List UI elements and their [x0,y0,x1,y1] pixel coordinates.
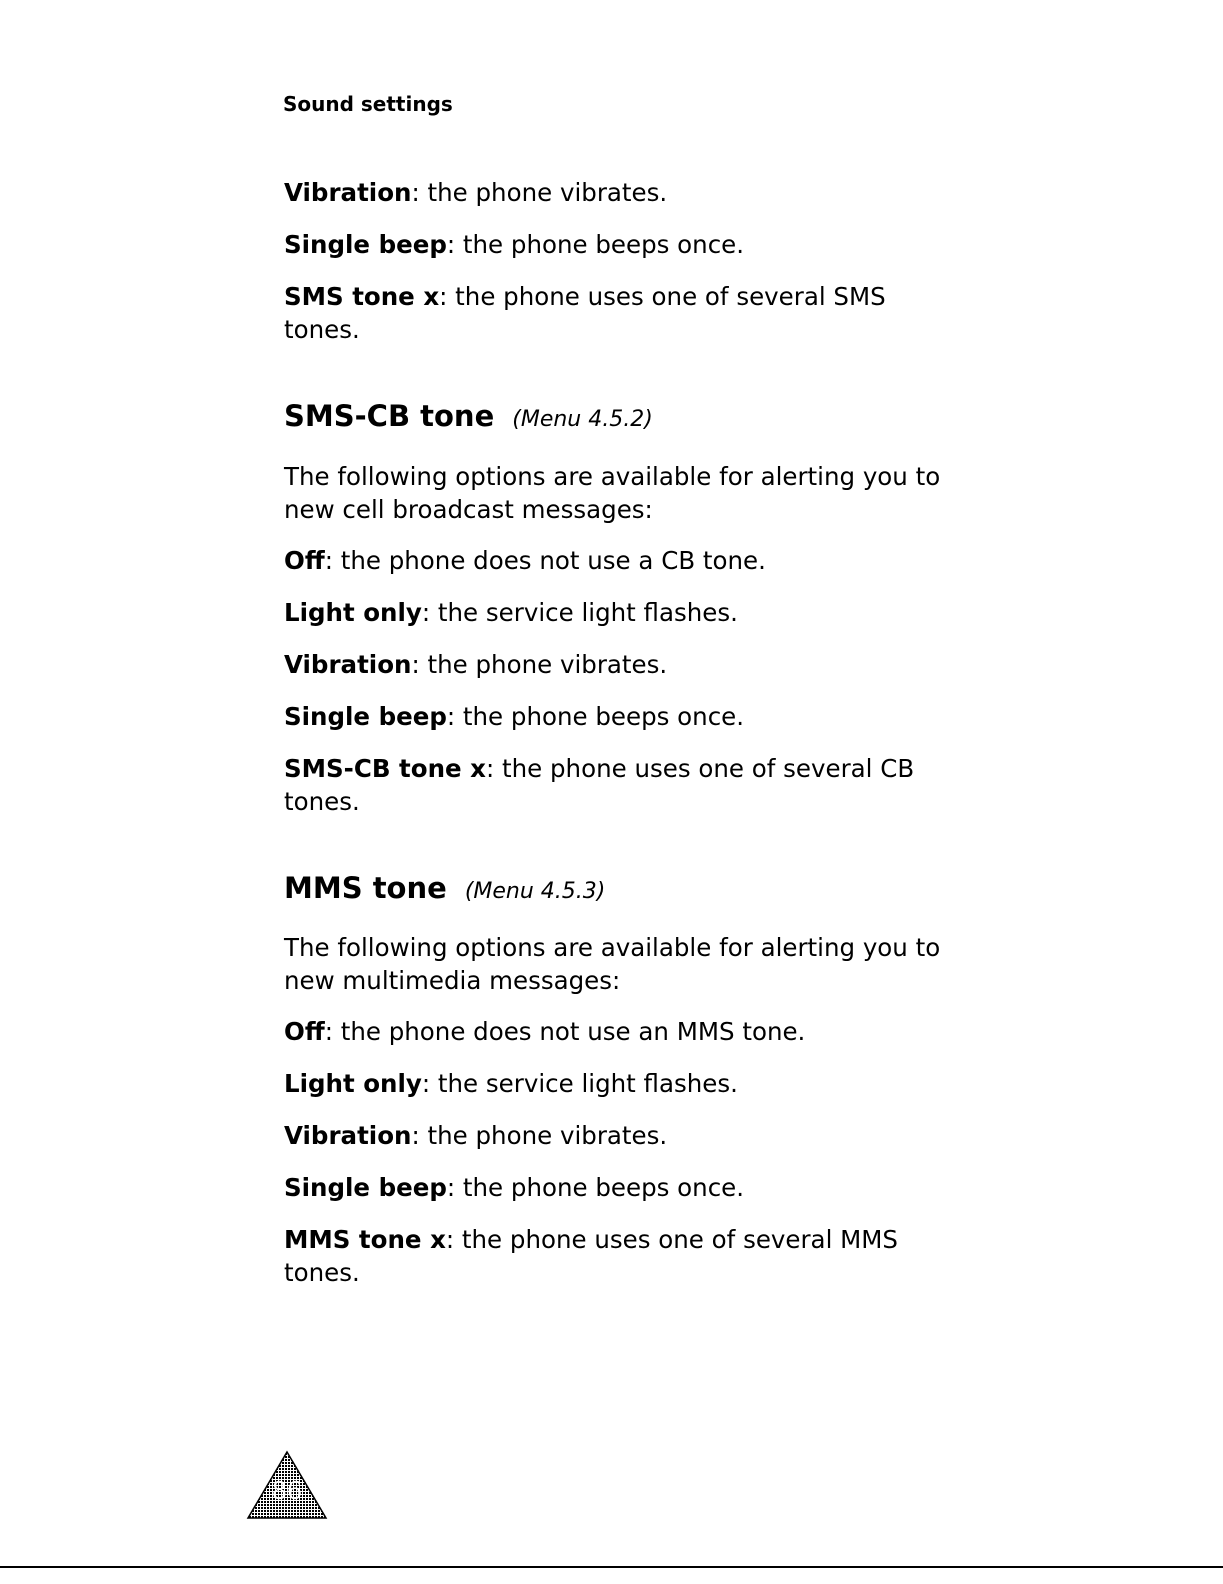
option-item [284,228,944,261]
option-desc: : the phone vibrates. [411,650,668,679]
option-term: Single beep [284,230,447,259]
option-desc: : the phone beeps once. [446,1173,745,1202]
option-term: SMS-CB tone x [284,754,486,783]
option-term: Single beep [284,1173,447,1202]
option-desc: : the phone does not use a CB tone. [324,546,766,575]
option-desc: : the phone uses one of several MMS tones. [284,1225,898,1287]
option-item [284,700,944,733]
page-number: 86 [271,1477,303,1505]
option-desc: : the service light flashes. [421,598,738,627]
option-item [284,1171,944,1204]
option-item [284,1015,944,1048]
option-desc: : the phone beeps once. [446,230,745,259]
option-desc: : the phone uses one of several CB tones. [284,754,915,816]
option-item [284,1119,944,1152]
option-term: Vibration [284,1121,412,1150]
option-item [284,1223,944,1289]
option-desc: : the service light flashes. [421,1069,738,1098]
section-title-mms [284,870,605,910]
option-term: Vibration [284,650,412,679]
option-term: Single beep [284,702,447,731]
section-intro: The following options are available for alerting you to new cell broadcast messages: [284,462,941,524]
option-item [284,176,944,209]
section-intro: The following options are available for alerting you to new multimedia messages: [284,933,941,995]
option-item [284,648,944,681]
option-term: Light only [284,1069,422,1098]
option-item [284,752,944,818]
option-item [284,544,944,577]
section-title-text: SMS-CB tone [284,399,495,433]
option-term: Off [284,1017,325,1046]
option-term: Vibration [284,178,412,207]
running-head: Sound settings [283,92,453,116]
menu-reference: (Menu 4.5.3) [464,879,606,904]
option-term: Off [284,546,325,575]
option-desc: : the phone does not use an MMS tone. [324,1017,806,1046]
section-title-text: MMS tone [284,871,447,905]
option-item [284,280,944,346]
option-term: Light only [284,598,422,627]
option-term: MMS tone x [284,1225,446,1254]
option-desc: : the phone uses one of several SMS tones. [284,282,886,344]
option-desc: : the phone vibrates. [411,178,668,207]
bottom-rule [0,1566,1223,1568]
option-item [284,1067,944,1100]
section-title-sms-cb [284,398,653,438]
option-term: SMS tone x [284,282,440,311]
option-desc: : the phone beeps once. [446,702,745,731]
menu-reference: (Menu 4.5.2) [512,407,653,432]
page-number-badge [246,1450,328,1520]
option-desc: : the phone vibrates. [411,1121,668,1150]
option-item [284,596,944,629]
